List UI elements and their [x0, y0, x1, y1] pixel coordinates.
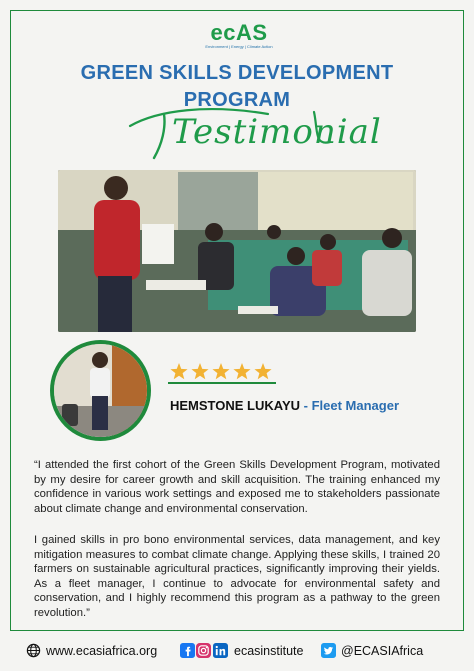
- star-icon: [233, 363, 250, 379]
- title-line-1: GREEN SKILLS DEVELOPMENT: [80, 62, 394, 84]
- testimonial-paragraph-1: “I attended the first cohort of the Green Skills Development Program, motivated by my desire for career growth and skill acquisition. The training enhanced my confidence in various work settings and exposed me to stakeholders passionate about climate change and environmental conservation.: [34, 459, 440, 515]
- logo-word: ecAS: [210, 20, 268, 45]
- logo-tagline: Environment | Energy | Climate Action: [205, 44, 273, 49]
- person-name: HEMSTONE LUKAYU: [170, 398, 301, 413]
- instagram-icon[interactable]: [196, 643, 211, 658]
- rating-underline: [168, 382, 276, 384]
- footer: [0, 640, 474, 664]
- facebook-icon[interactable]: [180, 643, 195, 658]
- rating-stars: [169, 362, 274, 382]
- testimonial-paragraph-2: I gained skills in pro bono environmental services, data management, and key mitigation measures to combat climate change. Applying these skills, I trained 20 farmers on sustainable agricultural practices, significantly improving their yields. As a fleet manager, I continue to advocate for environmental safety and conservation, and I highly recommend this program as a pathway to the green revolution.”: [34, 534, 440, 619]
- ecas-logo: [199, 22, 279, 54]
- linkedin-icon[interactable]: [213, 643, 228, 658]
- twitter-icon[interactable]: [321, 643, 336, 658]
- avatar-photo: [54, 344, 147, 437]
- star-icon: [254, 363, 271, 379]
- testimonial-script-title: Testimonial: [172, 112, 382, 152]
- person-name-role: [170, 398, 399, 413]
- name-separator: -: [300, 398, 312, 413]
- title-line-2: PROGRAM: [183, 89, 291, 111]
- twitter-handle-link[interactable]: @ECASIAfrica: [341, 644, 424, 658]
- star-icon: [191, 363, 208, 379]
- website-link[interactable]: www.ecasiafrica.org: [46, 644, 158, 658]
- person-role: Fleet Manager: [311, 398, 400, 413]
- training-session-photo: [58, 170, 416, 332]
- star-icon: [212, 363, 229, 379]
- star-icon: [170, 363, 187, 379]
- globe-icon: [26, 643, 41, 658]
- social-handle-link[interactable]: ecasinstitute: [234, 644, 304, 658]
